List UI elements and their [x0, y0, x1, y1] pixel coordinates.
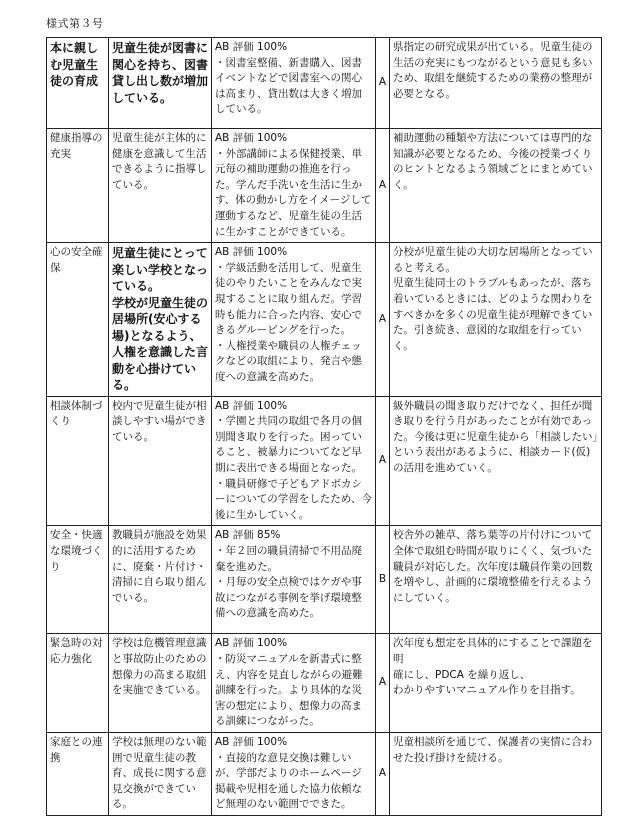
evaluation-cell: AB 評価 100% ・外部講師による保健授業、単元毎の補助運動の推進を行った。学んだ手洗いを生活に生かす、体の動かし方をイメージして運動するなど、児童生徒の生活に生かすことができている。: [212, 129, 376, 243]
notes-cell: 校舎外の雑草、落ち葉等の片付けについて全体で取組む時間が取りにくく、気づいた職員が対応した。次年度は職員作業の回数を増やし、計画的に環境整備を行えるようにしていく。: [390, 526, 602, 634]
item-cell: 緊急時の対応力強化: [47, 634, 109, 733]
notes-cell: 県指定の研究成果が出ている。児童生徒の生活の充実にもつながるという意見も多いため、取組を継続するための業務の整理が必要となる。: [390, 38, 602, 129]
grade-cell: A: [376, 243, 390, 397]
evaluation-row: [47, 38, 602, 129]
evaluation-row: [47, 129, 602, 243]
status-cell: 児童生徒が主体的に健康を意識して生活できるように指導している。: [109, 129, 212, 243]
status-cell: 児童生徒にとって楽しい学校となっている。 学校が児童生徒の居場所(安心する場)となるよう、人権を意識した言動を心掛けている。: [109, 243, 212, 397]
status-cell: 教職員が施設を効果的に活用するために、廃棄・片付け・清掃に自ら取り組んでいる。: [109, 526, 212, 634]
evaluation-cell: AB 評価 100% ・学級活動を活用して、児童生徒のやりたいことをみんなで実現することに取り組んだ。学習時も能力に合った内容、安心できるグルーピングを行った。 ・人権授業や職員の人権チェックなどの取組により、発言や態度への意識を高めた。: [212, 243, 376, 397]
status-cell: 校内で児童生徒が相談しやすい場ができている。: [109, 396, 212, 526]
item-cell: 安全・快適な環境づくり: [47, 526, 109, 634]
evaluation-cell: AB 評価 100% ・図書室整備、新書購入、図書イベントなどで図書室への関心は高まり、貸出数は大きく増加している。: [212, 38, 376, 129]
evaluation-cell: AB 評価 100% ・防災マニュアルを新書式に整え、内容を見直しながらの避難訓練を行った。より具体的な災害の想定により、想像力の高まる訓練につながった。: [212, 634, 376, 733]
item-cell: 家庭との連携: [47, 732, 109, 815]
evaluation-table: [46, 37, 602, 816]
grade-cell: A: [376, 129, 390, 243]
grade-cell: B: [376, 526, 390, 634]
evaluation-row: [47, 526, 602, 634]
notes-cell: 児童相談所を通じて、保護者の実情に合わせた投げ掛けを続ける。: [390, 732, 602, 815]
status-cell: 学校は無理のない範囲で児童生徒の教育、成長に関する意見交換ができている。: [109, 732, 212, 815]
status-cell: 学校は危機管理意識と事故防止のための想像力の高まる取組を実施できている。: [109, 634, 212, 733]
evaluation-cell: AB 評価 100% ・学園と共同の取組で各月の個別聞き取りを行った。困っていること、被暴力についてなど早期に表出できる場面となった。 ・職員研修で子どもアドボカシーについての学習をしたため、今後に生かしていく。: [212, 396, 376, 526]
evaluation-cell: AB 評価 85% ・年２回の職員清掃で不用品廃棄を進めた。 ・月毎の安全点検ではケガや事故につながる事例を挙げ環境整備への意識を高めた。: [212, 526, 376, 634]
item-cell: 健康指導の充実: [47, 129, 109, 243]
grade-cell: A: [376, 634, 390, 733]
item-cell: 心の安全確保: [47, 243, 109, 397]
evaluation-row: [47, 243, 602, 397]
form-number-label: 様式第３号: [46, 17, 104, 30]
grade-cell: A: [376, 396, 390, 526]
item-cell: 相談体制づくり: [47, 396, 109, 526]
item-cell: 本に親しむ児童生徒の育成: [47, 38, 109, 129]
grade-cell: A: [376, 732, 390, 815]
evaluation-row: [47, 396, 602, 526]
notes-cell: 補助運動の種類や方法については専門的な知識が必要となるため、今後の授業づくりのヒントとなるよう領域ごとにまとめていく。: [390, 129, 602, 243]
evaluation-cell: AB 評価 100% ・直接的な意見交換は難しいが、学部だよりのホームページ掲載や児相を通した協力依頼など無理のない範囲でできた。: [212, 732, 376, 815]
grade-cell: A: [376, 38, 390, 129]
evaluation-row: [47, 732, 602, 815]
notes-cell: 級外職員の聞き取りだけでなく、担任が聞き取りを行う月があったことが有効であった。今後は更に児童生徒から「相談したい」という表出があるように、相談カード(仮)の活用を進めていく。: [390, 396, 602, 526]
notes-cell: 分校が児童生徒の大切な居場所となっていると考える。 児童生徒同士のトラブルもあったが、落ち着いているときには、どのような関わりをすべきかを多くの児童生徒が理解できていた。引き続き、意図的な取組を行っていく。: [390, 243, 602, 397]
notes-cell: 次年度も想定を具体的にすることで課題を明 確にし、PDCA を繰り返し、 わかりやすいマニュアル作りを目指す。: [390, 634, 602, 733]
status-cell: 児童生徒が図書に関心を持ち、図書貸し出し数が増加している。: [109, 38, 212, 129]
evaluation-row: [47, 634, 602, 733]
